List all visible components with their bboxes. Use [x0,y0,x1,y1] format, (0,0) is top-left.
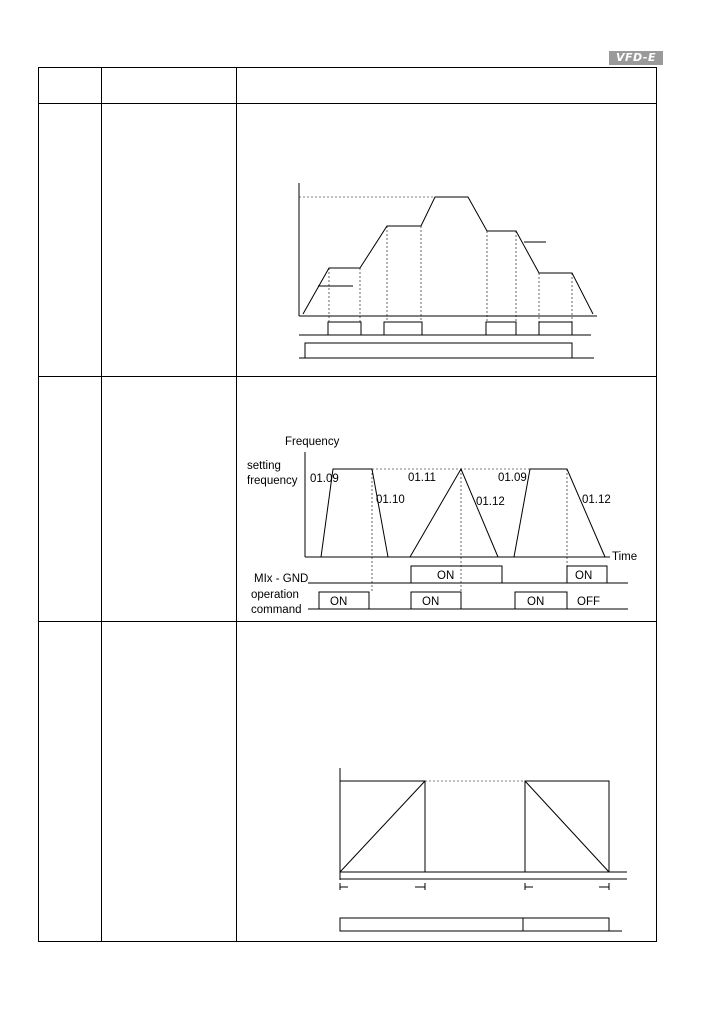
op-state: ON [527,596,545,608]
param-label: 01.09 [498,472,527,484]
diagram3-command-bar [340,918,609,931]
param-label: 01.10 [376,494,405,506]
param-label: 01.12 [476,496,505,508]
diagram2-setting-label: setting [247,460,281,472]
diagram3-decel-ramp [525,781,609,872]
diagram2-x-axis-label: Time [612,551,638,563]
diagram2-setting-label: frequency [247,475,298,487]
op-state: OFF [577,596,600,608]
diagram3-accel-ramp [340,781,425,872]
brand-logo: VFD-E [609,51,663,65]
param-label: 01.12 [582,494,611,506]
op-state: ON [422,596,440,608]
param-label: 01.09 [310,473,339,485]
mix-state: ON [437,570,455,582]
op-label: command [251,604,302,616]
diagram2-y-axis-label: Frequency [285,436,340,448]
op-state: ON [330,596,348,608]
param-label: 01.11 [408,472,436,484]
mix-label: MIx - GND [254,573,309,585]
mix-state: ON [575,570,593,582]
op-label: operation [251,589,299,601]
